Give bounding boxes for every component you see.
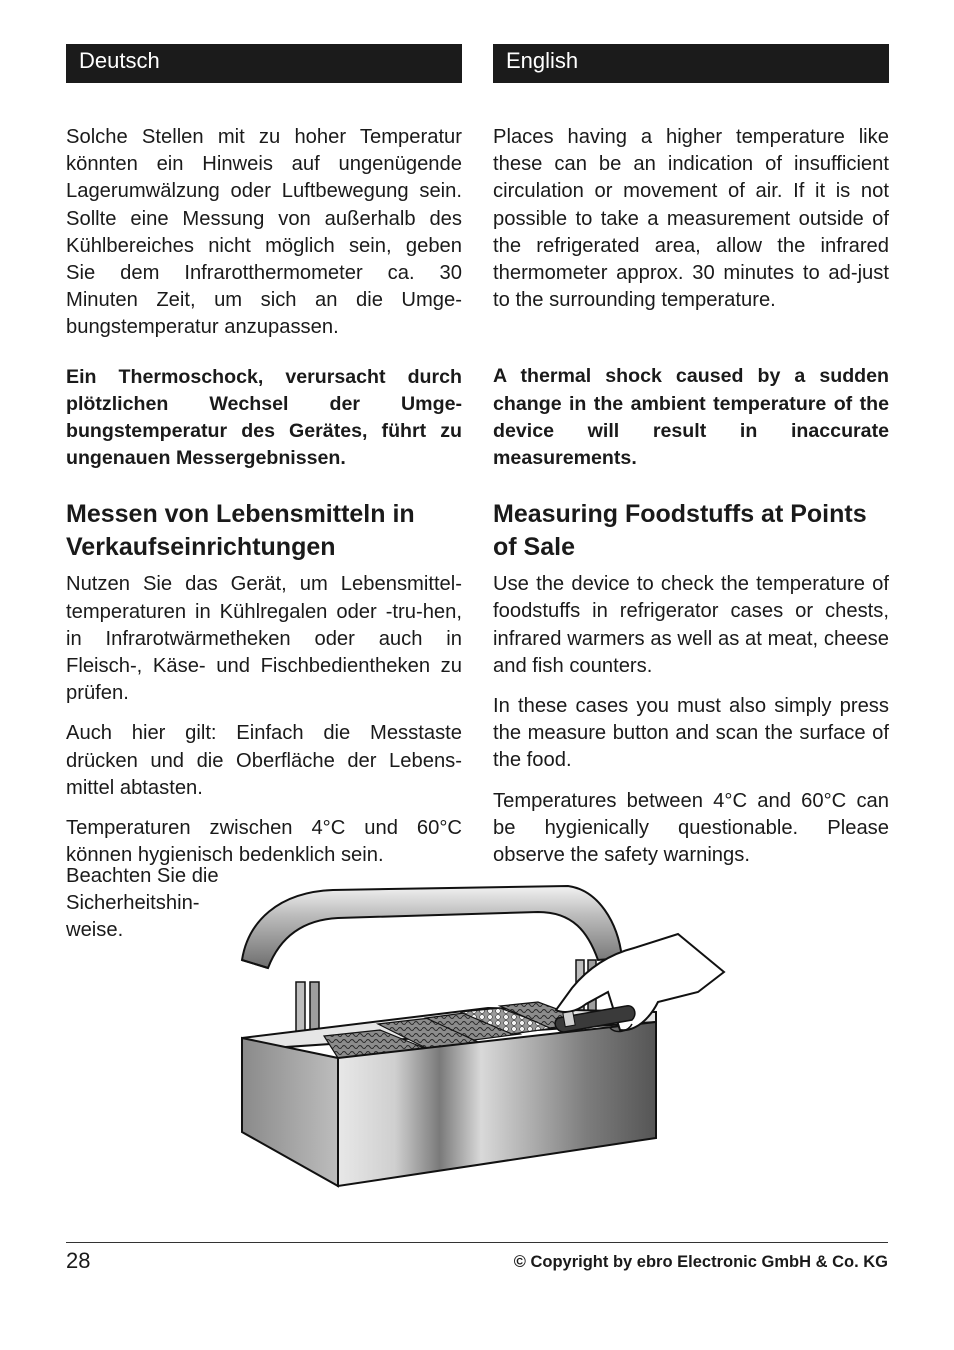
german-column <box>66 44 462 869</box>
german-paragraph-4: Temperaturen zwischen 4°C und 60°C können hygienisch bedenklich sein. <box>66 817 462 867</box>
german-tail-line-1: Beachten Sie die <box>66 865 219 887</box>
german-language-header: Deutsch <box>66 44 462 83</box>
german-paragraph-4-tail <box>66 863 219 945</box>
english-heading: Measuring Foodstuffs at Points of Sale <box>493 500 867 562</box>
german-paragraph-2: Nutzen Sie das Gerät, um Lebensmittel-temperaturen in Kühlregalen oder -tru-hen, in Infrarotwärmetheken oder auch in Fleisch-, Käse- und Fischbedientheken zu prüfen. <box>66 573 462 705</box>
english-paragraph-3: In these cases you must also simply press the measure button and scan the surface of the food. <box>493 695 889 772</box>
english-paragraph-1: Places having a higher temperature like these can be an indication of insufficient circulation or movement of air. If it is not possible to take a measurement outside of the refrigerated area, allow the infrared thermometer approx. 30 minutes to ad-just to the surrounding temperature. <box>493 126 889 312</box>
footer-divider <box>66 1242 888 1243</box>
food-counter-illustration <box>238 882 728 1192</box>
german-heading: Messen von Lebensmitteln in Verkaufseinrichtungen <box>66 500 415 562</box>
infrared-thermometer-in-hand <box>555 934 724 1032</box>
page-number: 28 <box>66 1248 91 1273</box>
english-warning: A thermal shock caused by a sudden change in the ambient temperature of the device will result in inaccurate measurements. <box>493 365 889 470</box>
copyright-notice: © Copyright by ebro Electronic GmbH & Co. KG <box>513 1253 888 1271</box>
english-language-header: English <box>493 44 889 83</box>
german-paragraph-1: Solche Stellen mit zu hoher Temperatur könnten ein Hinweis auf ungenügende Lagerumwälzung oder Luftbewegung sein. Sollte eine Messung von außerhalb des Kühlbereiches nicht möglich sein, geben Sie dem Infrarotthermometer ca. 30 Minuten Zeit, um sich an die Umge-bungstemperatur anzupassen. <box>66 126 462 339</box>
english-paragraph-4: Temperatures between 4°C and 60°C can be hygienically questionable. Please observe the safety warnings. <box>493 789 889 867</box>
german-paragraph-3: Auch hier gilt: Einfach die Messtaste drücken und die Oberfläche der Lebens-mittel abtasten. <box>66 722 462 799</box>
english-column <box>493 44 889 869</box>
english-paragraph-2: Use the device to check the temperature of foodstuffs in refrigerator cases or chests, infrared warmers as well as at meat, cheese and fish counters. <box>493 573 889 677</box>
german-tail-line-2: Sicherheitshin- <box>66 892 200 915</box>
counter-hood <box>242 886 622 968</box>
german-warning: Ein Thermoschock, verursacht durch plötzlichen Wechsel der Umge-bungstemperatur des Gerätes, führt zu ungenauen Messergebnissen. <box>66 365 462 470</box>
german-tail-line-3: weise. <box>66 919 124 942</box>
